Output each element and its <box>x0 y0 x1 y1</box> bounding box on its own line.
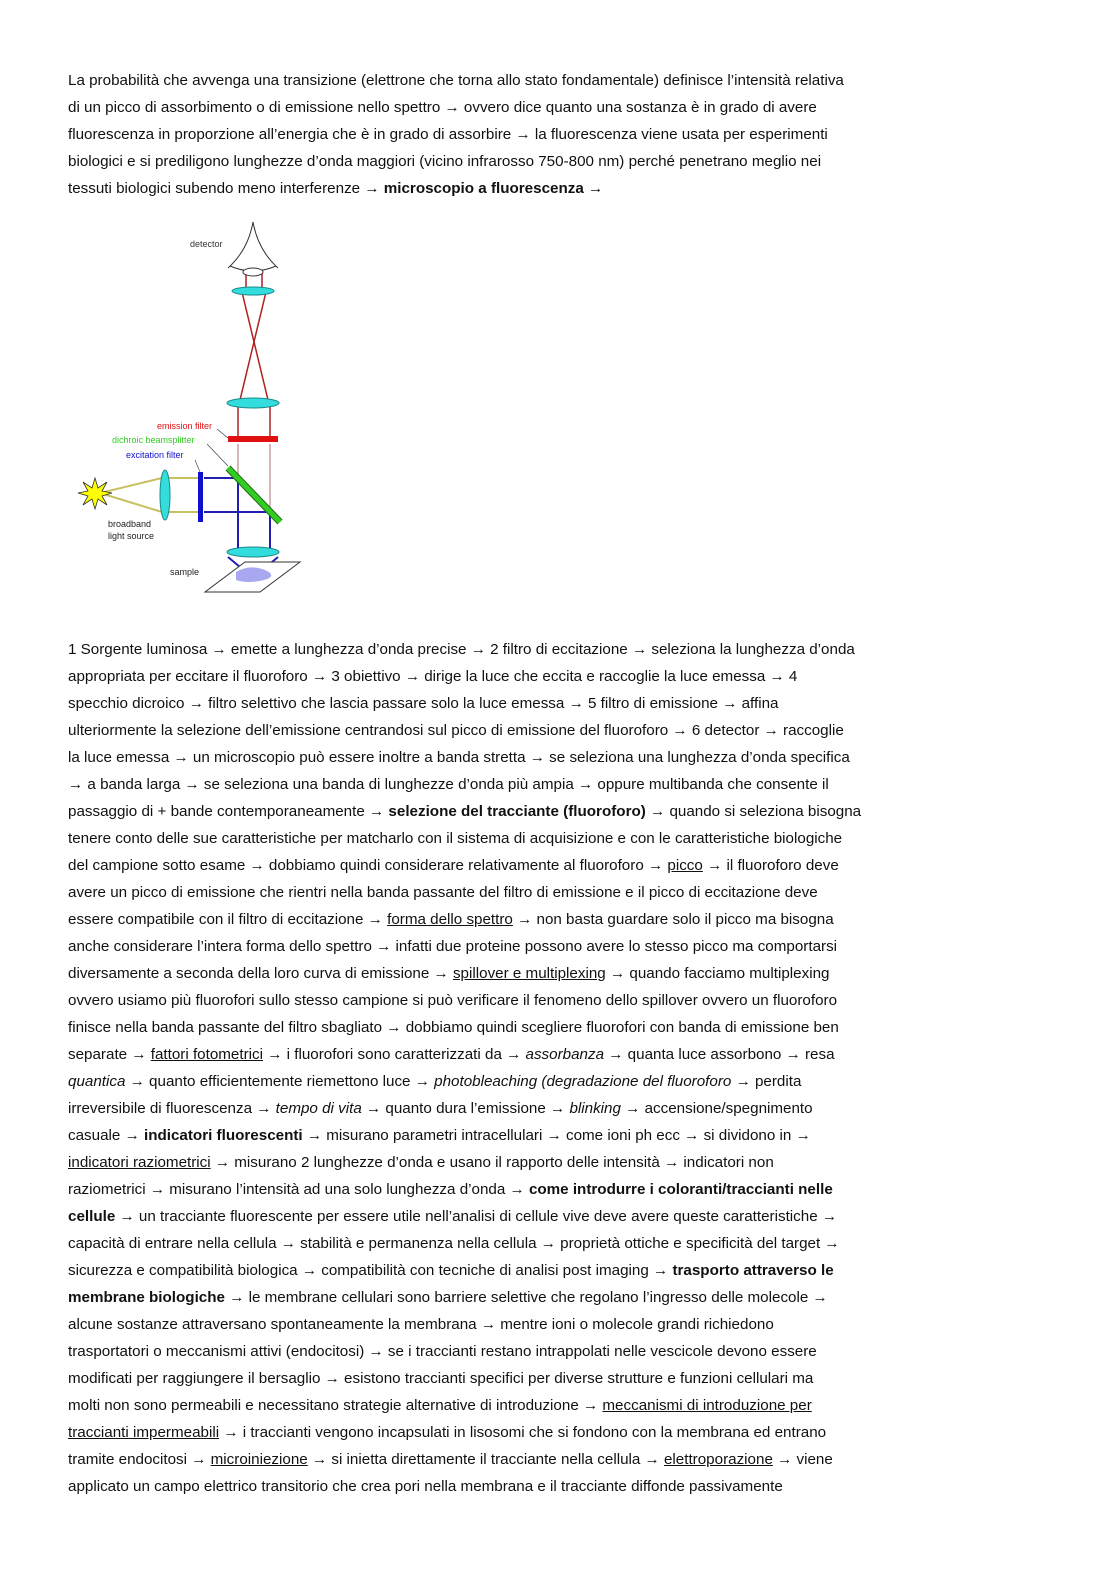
text-line <box>68 1176 861 1203</box>
text-span: anche considerare l’intera forma dello spettro → infatti due proteine possono avere lo stesso picco ma comportarsi <box>68 938 838 955</box>
sample-label: sample <box>170 567 200 577</box>
bold-text: cellule <box>68 1208 116 1225</box>
text-span: appropriata per eccitare il fluoroforo → 3 obiettivo → dirige la luce che eccita e raccoglie la luce emessa → 4 <box>68 668 798 685</box>
text-span: fluorescenza in proporzione all’energia che è in grado di assorbire → la fluorescenza viene usata per esperimenti <box>68 126 828 143</box>
bold-text: microscopio a fluorescenza <box>383 180 584 197</box>
text-line <box>68 1446 861 1473</box>
text-span: biologici e si prediligono lunghezze d’onda maggiori (vicino infrarosso 750-800 nm) perché penetrano meglio nei <box>68 153 822 170</box>
text-span: → viene <box>772 1451 833 1468</box>
text-span: → quanta luce assorbono → resa <box>604 1046 835 1063</box>
text-span: → misurano parametri intracellulari → come ioni ph ecc → si dividono in → <box>302 1127 811 1144</box>
text-span: → le membrane cellulari sono barriere selettive che regolano l’ingresso delle molecole → <box>224 1289 828 1306</box>
text-span: → quanto efficientemente riemettono luce → <box>125 1073 435 1090</box>
text-span: → il fluoroforo deve <box>702 857 839 874</box>
text-span: separate → <box>68 1046 151 1063</box>
bold-text: trasporto attraverso le <box>672 1262 834 1279</box>
lens-icon <box>232 287 274 295</box>
text-line <box>68 1419 861 1446</box>
text-span: applicato un campo elettrico transitorio che crea pori nella membrana e il tracciante diffonde passivamente <box>68 1478 783 1495</box>
underlined-text: meccanismi di introduzione per <box>602 1397 812 1414</box>
detector-label: detector <box>190 239 223 249</box>
text-span: → non basta guardare solo il picco ma bisogna <box>512 911 834 928</box>
text-span: finisce nella banda passante del filtro sbagliato → dobbiamo quindi scegliere fluorofori con banda di emissione ben <box>68 1019 839 1036</box>
text-line <box>68 987 861 1014</box>
underlined-text: picco <box>667 857 703 874</box>
emission-filter-label: emission filter <box>157 421 213 431</box>
text-line <box>68 1392 861 1419</box>
text-span: → accensione/spegnimento <box>620 1100 813 1117</box>
light-source-icon <box>78 478 112 509</box>
text-span: sicurezza e compatibilità biologica → compatibilità con tecniche di analisi post imaging → <box>68 1262 673 1279</box>
text-line <box>68 1203 861 1230</box>
text-span: → a banda larga → se seleziona una banda di lunghezze d’onda più ampia → oppure multibanda che consente il <box>68 776 829 793</box>
excitation-filter-icon <box>198 472 203 522</box>
text-span: → misurano 2 lunghezze d’onda e usano il rapporto delle intensità → indicatori non <box>210 1154 774 1171</box>
text-span: → quando si seleziona bisogna <box>645 803 862 820</box>
italic-text: tempo di vita <box>275 1100 362 1117</box>
text-span: tenere conto delle sue caratteristiche per matcharlo con il sistema di acquisizione e con le caratteristiche biologiche <box>68 830 843 847</box>
text-span: → perdita <box>731 1073 802 1090</box>
lens-icon <box>227 398 279 408</box>
text-line <box>68 1338 861 1365</box>
underlined-text: microiniezione <box>210 1451 308 1468</box>
text-line <box>68 1068 861 1095</box>
text-span: → <box>583 180 604 197</box>
objective-lens-icon <box>227 547 279 557</box>
text-span: → un tracciante fluorescente per essere utile nell’analisi di cellule vive deve avere queste caratteristiche → <box>115 1208 838 1225</box>
body-paragraph <box>68 636 861 1500</box>
text-line <box>68 933 861 960</box>
text-line <box>68 960 861 987</box>
text-span: diversamente a seconda della loro curva di emissione → <box>68 965 453 982</box>
text-span: → quando facciamo multiplexing <box>605 965 830 982</box>
bold-text: indicatori fluorescenti <box>143 1127 303 1144</box>
underlined-text: forma dello spettro <box>387 911 513 928</box>
excitation-filter-label: excitation filter <box>126 450 184 460</box>
text-line <box>68 1473 861 1500</box>
text-line <box>68 906 861 933</box>
text-span: raziometrici → misurano l’intensità ad una solo lunghezza d’onda → <box>68 1181 529 1198</box>
text-line <box>68 663 861 690</box>
intro-paragraph <box>68 67 844 202</box>
text-line <box>68 690 861 717</box>
fluorescence-microscope-diagram <box>60 210 320 600</box>
text-span: tessuti biologici subendo meno interferenze → <box>68 180 384 197</box>
text-span: essere compatibile con il filtro di eccitazione → <box>68 911 388 928</box>
text-span: casuale → <box>68 1127 144 1144</box>
text-line <box>68 879 861 906</box>
bold-text: selezione del tracciante (fluoroforo) <box>388 803 646 820</box>
underlined-text: indicatori raziometrici <box>68 1154 211 1171</box>
text-span: alcune sostanze attraversano spontaneamente la membrana → mentre ioni o molecole grandi richiedono <box>68 1316 774 1333</box>
text-line <box>68 771 861 798</box>
text-span: 1 Sorgente luminosa → emette a lunghezza d’onda precise → 2 filtro di eccitazione → seleziona la lunghezza d’onda <box>68 641 855 658</box>
emission-filter-icon <box>228 436 278 442</box>
text-line <box>68 1095 861 1122</box>
text-line <box>68 1122 861 1149</box>
text-span: → si inietta direttamente il tracciante nella cellula → <box>307 1451 664 1468</box>
text-span: avere un picco di emissione che rientri nella banda passante del filtro di emissione e il picco di eccitazione deve <box>68 884 818 901</box>
text-line <box>68 852 861 879</box>
bold-text: come introdurre i coloranti/traccianti nelle <box>528 1181 833 1198</box>
text-line <box>68 717 861 744</box>
text-span: passaggio di + bande contemporaneamente → <box>68 803 389 820</box>
underlined-text: elettroporazione <box>663 1451 773 1468</box>
text-span: molti non sono permeabili e necessitano strategie alternative di introduzione → <box>68 1397 603 1414</box>
underlined-text: spillover e multiplexing <box>452 965 606 982</box>
text-span: → quanto dura l’emissione → <box>361 1100 570 1117</box>
collector-lens-icon <box>160 470 170 520</box>
text-span: la luce emessa → un microscopio può essere inoltre a banda stretta → se seleziona una lunghezza d’onda specifica <box>68 749 850 766</box>
text-span: La probabilità che avvenga una transizione (elettrone che torna allo stato fondamentale) definisce l’intensità relativa <box>68 72 844 89</box>
text-line <box>68 825 861 852</box>
italic-text: quantica <box>68 1073 126 1090</box>
italic-text: photobleaching (degradazione del fluoroforo <box>434 1073 732 1090</box>
source-label-2: light source <box>108 531 155 541</box>
detector-icon <box>228 222 278 271</box>
text-span: → i fluorofori sono caratterizzati da → <box>263 1046 526 1063</box>
text-span: modificati per raggiungere il bersaglio → esistono traccianti specifici per diverse strutture e funzioni cellulari ma <box>68 1370 814 1387</box>
text-line <box>68 148 844 175</box>
text-span: → i traccianti vengono incapsulati in lisosomi che si fondono con la membrana ed entrano <box>219 1424 827 1441</box>
text-line <box>68 1014 861 1041</box>
italic-text: blinking <box>569 1100 621 1117</box>
text-line <box>68 1365 861 1392</box>
underlined-text: fattori fotometrici <box>150 1046 263 1063</box>
text-span: capacità di entrare nella cellula → stabilità e permanenza nella cellula → proprietà ottiche e specificità del target → <box>68 1235 840 1252</box>
italic-text: assorbanza <box>525 1046 605 1063</box>
text-line <box>68 1041 861 1068</box>
text-span: irreversibile di fluorescenza → <box>68 1100 276 1117</box>
text-line <box>68 121 844 148</box>
text-line <box>68 744 861 771</box>
text-line <box>68 1311 861 1338</box>
dichroic-mirror-icon <box>228 468 280 522</box>
text-line <box>68 67 844 94</box>
text-span: del campione sotto esame → dobbiamo quindi considerare relativamente al fluoroforo → <box>68 857 668 874</box>
source-label-1: broadband <box>108 519 152 529</box>
bold-text: membrane biologiche <box>68 1289 225 1306</box>
text-line <box>68 1230 861 1257</box>
text-span: specchio dicroico → filtro selettivo che lascia passare solo la luce emessa → 5 filtro di emissione → affina <box>68 695 779 712</box>
text-span: di un picco di assorbimento o di emissione nello spettro → ovvero dice quanto una sostanza è in grado di avere <box>68 99 817 116</box>
text-line <box>68 1257 861 1284</box>
text-line <box>68 175 844 202</box>
text-line <box>68 636 861 663</box>
underlined-text: traccianti impermeabili <box>68 1424 220 1441</box>
text-line <box>68 94 844 121</box>
text-span: ovvero usiamo più fluorofori sullo stesso campione si può verificare il fenomeno dello spillover ovvero un fluoroforo <box>68 992 838 1009</box>
text-span: ulteriormente la selezione dell’emissione centrandosi sul picco di emissione del fluoroforo → 6 detector → raccoglie <box>68 722 844 739</box>
dichroic-label: dichroic beamsplitter <box>112 435 195 445</box>
text-line <box>68 1284 861 1311</box>
text-line <box>68 798 861 825</box>
text-line <box>68 1149 861 1176</box>
text-span: tramite endocitosi → <box>68 1451 211 1468</box>
text-span: trasportatori o meccanismi attivi (endocitosi) → se i traccianti restano intrappolati nelle vescicole devono essere <box>68 1343 817 1360</box>
